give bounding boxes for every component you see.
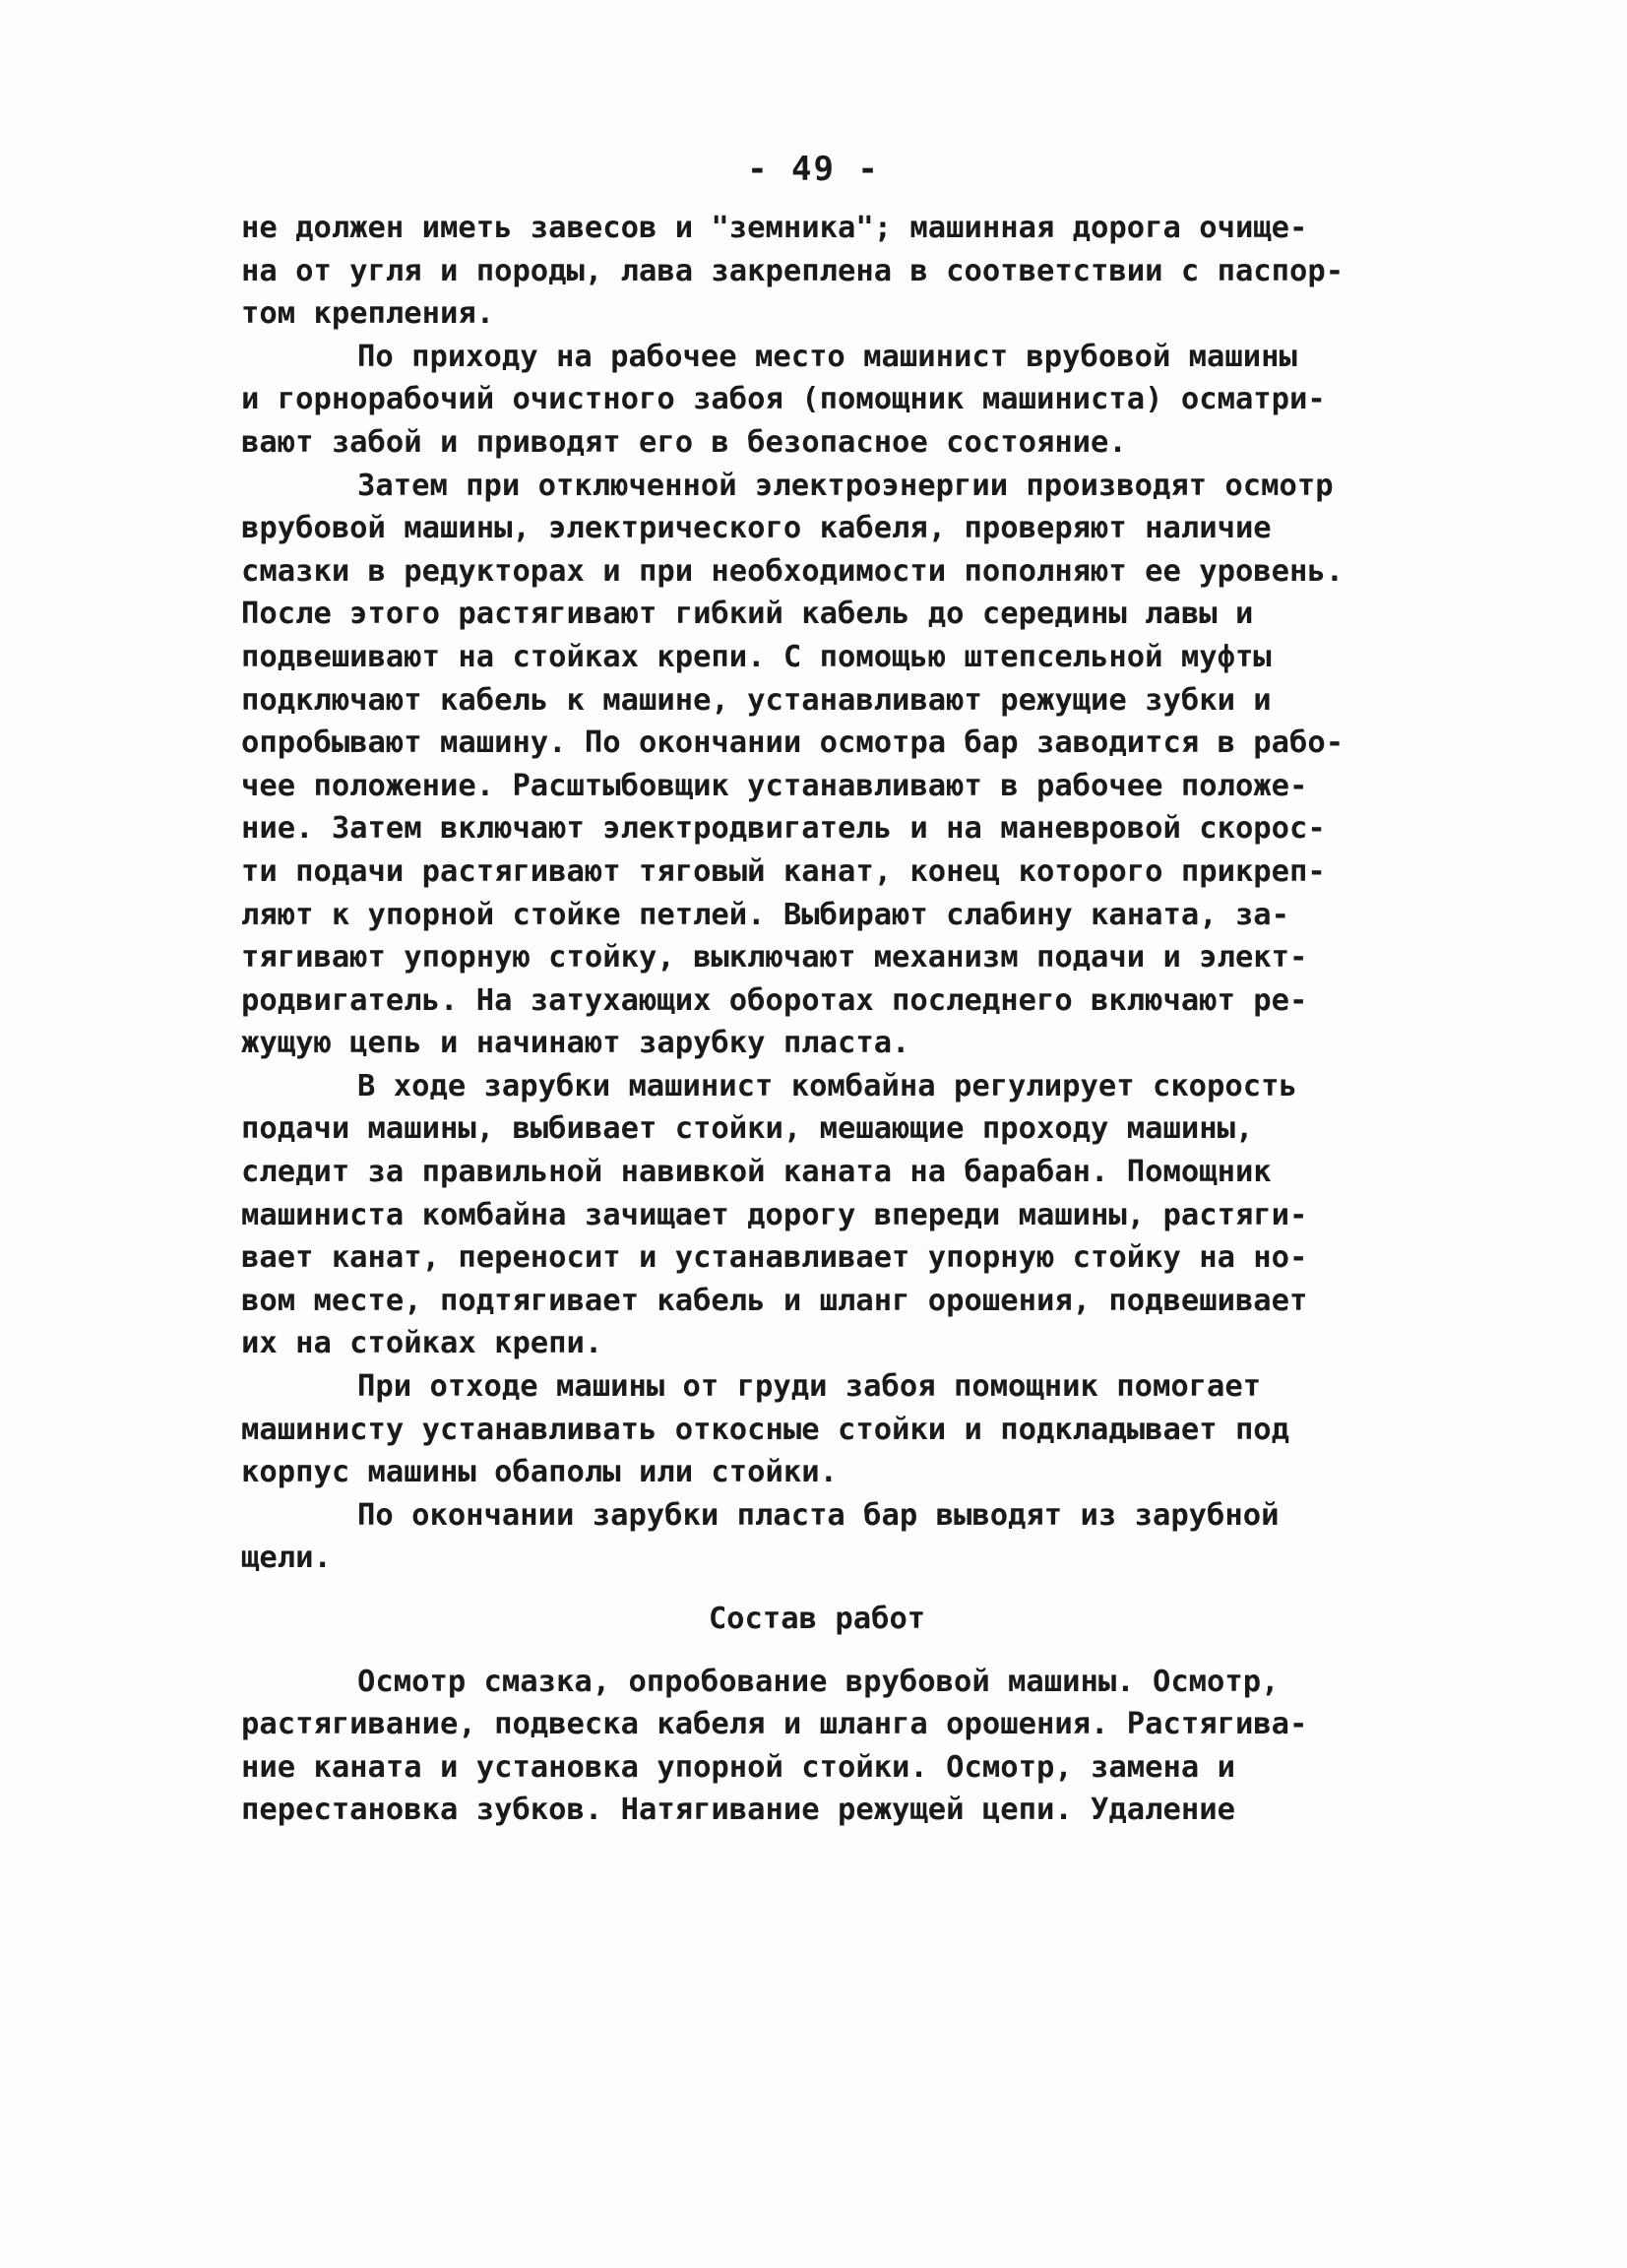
text-line: Осмотр смазка, опробование врубовой машины. Осмотр, <box>357 1664 1280 1699</box>
body-text <box>241 207 1393 1832</box>
section-heading: Состав работ <box>708 1602 926 1636</box>
paragraph-3 <box>241 465 1393 1065</box>
text-line: ние каната и установка упорной стойки. Осмотр, замена и <box>241 1749 1235 1785</box>
text-line: По приходу на рабочее место машинист врубовой машины <box>357 339 1297 374</box>
paragraph-2 <box>241 336 1393 465</box>
text-line: том крепления. <box>241 296 495 332</box>
text-line: растягивание, подвеска кабеля и шланга орошения. Растягива- <box>241 1707 1308 1742</box>
text-line: тягивают упорную стойку, выключают механизм подачи и элект- <box>241 940 1308 976</box>
text-line: машинисту устанавливать откосные стойки и подкладывает под <box>241 1412 1290 1447</box>
text-line: корпус машины обаполы или стойки. <box>241 1455 838 1490</box>
text-line: не должен иметь завесов и "земника"; машинная дорога очище- <box>241 211 1308 245</box>
paragraph-1 <box>241 207 1393 336</box>
text-line: После этого растягивают гибкий кабель до середины лавы и <box>241 597 1254 632</box>
text-line: опробывают машину. По окончании осмотра бар заводится в рабо- <box>241 725 1345 761</box>
text-line: родвигатель. На затухающих оборотах последнего включают ре- <box>241 982 1308 1018</box>
text-line: При отходе машины от груди забоя помощник помогает <box>357 1369 1262 1405</box>
text-line: По окончании зарубки пласта бар выводят из зарубной <box>357 1497 1280 1533</box>
text-line: жущую цепь и начинают зарубку пласта. <box>241 1026 910 1061</box>
text-line: подачи машины, выбивает стойки, мешающие проходу машины, <box>241 1111 1254 1147</box>
text-line: их на стойках крепи. <box>241 1326 603 1361</box>
text-line: ти подачи растягивают тяговый канат, конец которого прикреп- <box>241 853 1326 889</box>
text-line: ляют к упорной стойке петлей. Выбирают слабину каната, за- <box>241 897 1290 932</box>
text-line: смазки в редукторах и при необходимости пополняют ее уровень. <box>241 553 1345 589</box>
text-line: Затем при отключенной электроэнергии производят осмотр <box>357 468 1334 503</box>
text-line: вают забой и приводят его в безопасное состояние. <box>241 424 1127 460</box>
text-line: вает канат, переносит и устанавливает упорную стойку на но- <box>241 1240 1308 1276</box>
text-line: подвешивают на стойках крепи. С помощью штепсельной муфты <box>241 639 1272 674</box>
text-line: вом месте, подтягивает кабель и шланг орошения, подвешивает <box>241 1283 1308 1318</box>
paragraph-4 <box>241 1065 1393 1365</box>
paragraph-6 <box>241 1494 1393 1580</box>
text-line: ние. Затем включают электродвигатель и на маневровой скорос- <box>241 811 1326 847</box>
text-line: следит за правильной навивкой каната на барабан. Помощник <box>241 1155 1272 1190</box>
text-line: машиниста комбайна зачищает дорогу впереди машины, растяги- <box>241 1197 1308 1232</box>
text-line: на от угля и породы, лава закреплена в соответствии с паспор- <box>241 253 1345 288</box>
section-paragraph <box>241 1661 1393 1832</box>
text-line: чее положение. Расштыбовщик устанавливают в рабочее положе- <box>241 768 1308 803</box>
text-line: перестановка зубков. Натягивание режущей цепи. Удаление <box>241 1793 1235 1828</box>
text-line: щели. <box>241 1541 332 1576</box>
paragraph-5 <box>241 1365 1393 1494</box>
text-line: и горнорабочий очистного забоя (помощник машиниста) осматри- <box>241 382 1326 417</box>
text-line: подключают кабель к машине, устанавливают режущие зубки и <box>241 682 1272 718</box>
text-line: В ходе зарубки машинист комбайна регулирует скорость <box>357 1068 1297 1103</box>
page-number: - 49 - <box>747 150 880 189</box>
text-line: врубовой машины, электрического кабеля, проверяют наличие <box>241 511 1272 546</box>
